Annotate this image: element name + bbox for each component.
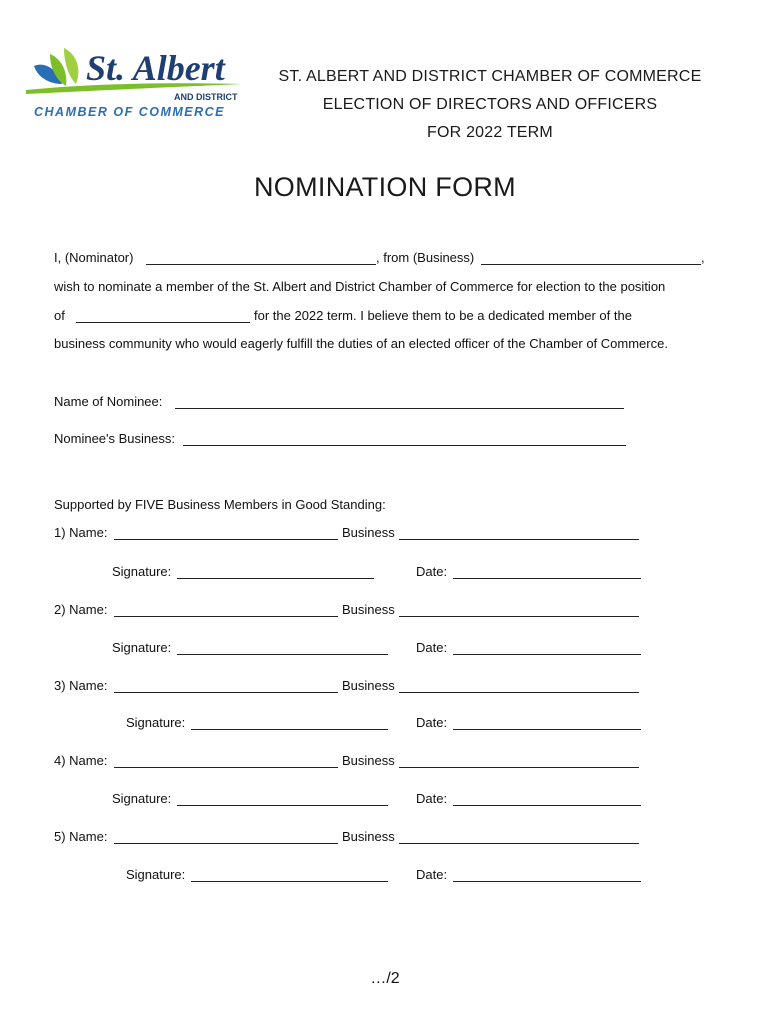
nominee-business-field[interactable] <box>183 445 626 446</box>
intro-line-3: for the 2022 term. I believe them to be a dedicated member of the <box>254 308 632 323</box>
supporter-1-name-field[interactable] <box>114 539 338 540</box>
supporter-1-signature-label: Signature: <box>112 564 172 579</box>
supporter-2-date-label: Date: <box>416 640 448 655</box>
header-line-3: FOR 2022 TERM <box>427 124 553 141</box>
supporter-3-name-field[interactable] <box>114 692 338 693</box>
header-line-2: ELECTION OF DIRECTORS AND OFFICERS <box>322 96 658 113</box>
supporter-3-name-label: 3) Name: <box>54 678 108 693</box>
supporter-1-business-field[interactable] <box>399 539 639 540</box>
supporter-5-business-field[interactable] <box>399 843 639 844</box>
supporter-3-business-field[interactable] <box>399 692 639 693</box>
supporter-3-date-field[interactable] <box>453 729 641 730</box>
supporter-5-date-field[interactable] <box>453 881 641 882</box>
intro-line-2: wish to nominate a member of the St. Albert and District Chamber of Commerce for election to the position <box>54 279 666 294</box>
supporter-4-signature-label: Signature: <box>112 791 172 806</box>
supporter-2-name-field[interactable] <box>114 616 338 617</box>
supporter-1-signature-field[interactable] <box>177 578 374 579</box>
page-continuation: …/2 <box>370 970 400 987</box>
supporter-2-signature-field[interactable] <box>177 654 388 655</box>
nominator-business-field[interactable] <box>481 264 701 265</box>
supporter-2-business-field[interactable] <box>399 616 639 617</box>
supporter-3-signature-field[interactable] <box>191 729 388 730</box>
intro-line-4: business community who would eagerly fulfill the duties of an elected officer of the Chamber of Commerce. <box>54 336 668 351</box>
position-field[interactable] <box>76 322 250 323</box>
supporter-5-name-field[interactable] <box>114 843 338 844</box>
nominator-label: I, (Nominator) <box>54 250 134 265</box>
supporter-4-business-field[interactable] <box>399 767 639 768</box>
supporter-4-name-field[interactable] <box>114 767 338 768</box>
supporters-heading: Supported by FIVE Business Members in Good Standing: <box>54 497 386 512</box>
supporter-2-date-field[interactable] <box>453 654 641 655</box>
supporter-1-business-label: Business <box>342 525 395 540</box>
chamber-logo <box>24 44 246 124</box>
business-from-label: , from (Business) <box>376 250 475 265</box>
form-title: NOMINATION FORM <box>254 172 516 202</box>
supporter-5-name-label: 5) Name: <box>54 829 108 844</box>
supporter-5-date-label: Date: <box>416 867 448 882</box>
supporter-5-signature-label: Signature: <box>126 867 186 882</box>
nominee-name-label: Name of Nominee: <box>54 394 163 409</box>
supporter-2-name-label: 2) Name: <box>54 602 108 617</box>
supporter-1-date-label: Date: <box>416 564 448 579</box>
supporter-2-signature-label: Signature: <box>112 640 172 655</box>
supporter-4-date-field[interactable] <box>453 805 641 806</box>
supporter-3-signature-label: Signature: <box>126 715 186 730</box>
nominee-name-field[interactable] <box>175 408 624 409</box>
supporter-4-business-label: Business <box>342 753 395 768</box>
comma: , <box>701 250 705 265</box>
supporter-1-name-label: 1) Name: <box>54 525 108 540</box>
supporter-2-business-label: Business <box>342 602 395 617</box>
header-line-1: ST. ALBERT AND DISTRICT CHAMBER OF COMMERCE <box>278 68 702 85</box>
supporter-4-signature-field[interactable] <box>177 805 388 806</box>
supporter-4-date-label: Date: <box>416 791 448 806</box>
nominee-business-label: Nominee's Business: <box>54 431 175 446</box>
nominator-field[interactable] <box>146 264 376 265</box>
supporter-3-date-label: Date: <box>416 715 448 730</box>
logo-brand: St. Albert <box>86 48 225 88</box>
supporter-5-signature-field[interactable] <box>191 881 388 882</box>
supporter-3-business-label: Business <box>342 678 395 693</box>
supporter-1-date-field[interactable] <box>453 578 641 579</box>
supporter-4-name-label: 4) Name: <box>54 753 108 768</box>
supporter-5-business-label: Business <box>342 829 395 844</box>
logo-org: CHAMBER OF COMMERCE <box>34 105 225 119</box>
logo-sub: AND DISTRICT <box>174 92 238 102</box>
of-label: of <box>54 308 65 323</box>
